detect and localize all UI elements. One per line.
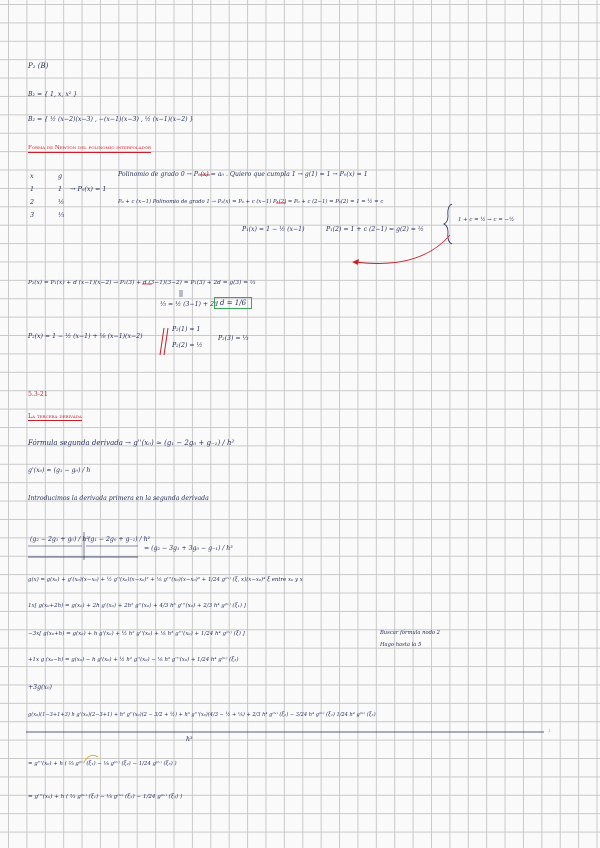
taylor-2h: 1x[ g(x₀+2h) = g(x₀) + 2h g'(x₀) + 2h² g''(x₀) + 4/3 h³ g'''(x₀) + 2/3 h⁴ g⁽ⁱᵛ⁾ (ξ₁) ]	[28, 603, 246, 609]
newton-heading: Forma de Newton del polinomio interpolador	[28, 145, 151, 151]
first-derivative-formula: g'(x₀) ≈ (g₁ − g₀) / h	[28, 467, 91, 474]
check-p2-2: P₂(2) = ½	[172, 342, 203, 349]
fraction-a: (g₂ − 2g₁ + g₀) / h²	[30, 536, 89, 543]
taylor-h: −3x[ g(x₀+h) = g(x₀) + h g'(x₀) + ½ h² g''(x₀) + ⅙ h³ g'''(x₀) + 1/24 h⁴ g⁽ⁱᵛ⁾ (ξ) ]	[28, 631, 245, 637]
second-derivative-formula: Fórmula segunda derivada → g''(x₀) ≈ (g₁ − 2g₀ + g₋₁) / h²	[28, 439, 235, 447]
brace-result: 1 + c = ½ → c = −½	[458, 217, 515, 223]
degree0-step: Polinomio de grado 0 → P₀(x) = a₀ . Quiero que cumpla 1 → g(1) = 1 → P₀(x) = 1	[118, 171, 368, 178]
p2-construction: P₂(x) = P₁(x) + d (x−1)(x−2) → P₁(3) + d (3−1)(3−2) = P₁(3) + 2d = g(3) = ⅓	[28, 280, 256, 286]
basis-space: P₂ (B)	[28, 62, 49, 70]
table-header-g: g	[58, 172, 63, 180]
table-cell: ½	[58, 198, 65, 206]
check-p2-3: P₂(3) = ⅓	[218, 335, 249, 342]
p1-formula: P₁(x) = 1 − ½ (x−1)	[242, 226, 305, 233]
table-cell: 2	[30, 198, 35, 206]
red-slash	[164, 328, 168, 355]
curly-brace	[444, 204, 452, 244]
red-curved-arrow	[355, 235, 450, 263]
exercise-number: 5.3-21	[28, 391, 48, 398]
solve-d-equation: ⅓ = ½ (3−1) + 2d	[160, 301, 218, 308]
degree1-step: P₀ + c (x−1) Polinomio de grado 1 → P₁(x) = P₀ + c (x−1) P₁(2) = P₀ + c (2−1) = P₀(2) = 1 = ½ = c	[118, 199, 384, 205]
combined-numerator: g(x₀)(1−3+1+3) h g'(x₀)(2−3+1) + h² g''(x₀)(2 − 3/2 + ½) + h³ g'''(x₀)(4/3 − ½ + ⅙) + 2/3 h⁴ g⁽ⁱᵛ⁾ (ξ₁) − 3/24 h⁴ g⁽ⁱᵛ⁾ (ξ₂) 1/24 h⁴ g⁽ⁱᵛ⁾ (ξ₃)	[28, 712, 376, 718]
yellow-arrow	[84, 755, 98, 762]
check-p2-1: P₂(1) = 1	[172, 326, 201, 333]
arrow-head	[352, 259, 359, 265]
table-cell: 1	[30, 185, 35, 193]
monomial-basis: B₂ = { 1, x, x² }	[28, 91, 78, 98]
table-cell: 1	[58, 185, 63, 193]
table-cell: 3	[30, 211, 35, 219]
note-hasta: Hago hasta la 5	[380, 642, 422, 648]
p2-newton-form: P₂(x) = 1 − ½ (x−1) + ⅙ (x−1)(x−2)	[28, 333, 143, 340]
taylor-minus-h: +1x g (x₀−h) = g(x₀) − h g'(x₀) + ½ h² g''(x₀) − ⅙ h³ g'''(x₀) + 1/24 h⁴ g⁽ⁱᵛ⁾ (ξ₃)	[28, 657, 239, 663]
table-note: → P₀(x) = 1	[70, 185, 107, 193]
lagrange-basis: B₂ = { ½ (x−2)(x−3) , −(x−1)(x−3) , ½ (x−1)(x−2) }	[28, 116, 194, 123]
third-derivative-formula: = (g₂ − 3g₁ + 3g₀ − g₋₁) / h³	[144, 545, 233, 552]
taylor-expansion: g(x) = g(x₀) + g'(x₀)(x−x₀) + ½ g''(x₀)(x−x₀)² + ⅙ g'''(x₀)(x−x₀)³ + 1/24 g⁽ⁱᵛ⁾ (ξ, x)(x−x₀)⁴ ξ entre x₀ y x	[28, 577, 303, 583]
red-slash	[160, 328, 164, 355]
result-line-2: = g'''(x₀) + h ( ⅔ g⁽ⁱᵛ⁾ (ξ₁) − ⅛ g⁽ⁱᵛ⁾ (ξ₂) − 1/24 g⁽ⁱᵛ⁾ (ξ₃) )	[28, 794, 183, 800]
combined-denominator: h³	[186, 736, 193, 743]
result-line-1: = g'''(x₀) + h ( ⅔ g⁽ⁱᵛ⁾ (ξ₁) − ⅛ g⁽ⁱᵛ⁾ (ξ₂) − 1/24 g⁽ⁱᵛ⁾ (ξ₃) )	[28, 761, 177, 767]
fraction-b: (g₁ − 2g₀ + g₋₁) / h²	[88, 536, 151, 543]
p1-at-2: P₁(2) = 1 + c (2−1) = g(2) = ½	[326, 226, 424, 233]
edge-mark: 1.	[548, 728, 552, 733]
plus-3g: +3g(x₀)	[28, 684, 52, 691]
intro-sentence: Introducimos la derivada primera en la segunda derivada	[28, 495, 209, 502]
d-value-box: d = 1/6	[214, 297, 252, 309]
note-node2: Buscar fórmula nodo 2	[380, 630, 440, 636]
table-header-x: x	[30, 172, 34, 180]
table-cell: ⅓	[58, 211, 65, 219]
section-title: La tercera derivada	[28, 413, 82, 420]
